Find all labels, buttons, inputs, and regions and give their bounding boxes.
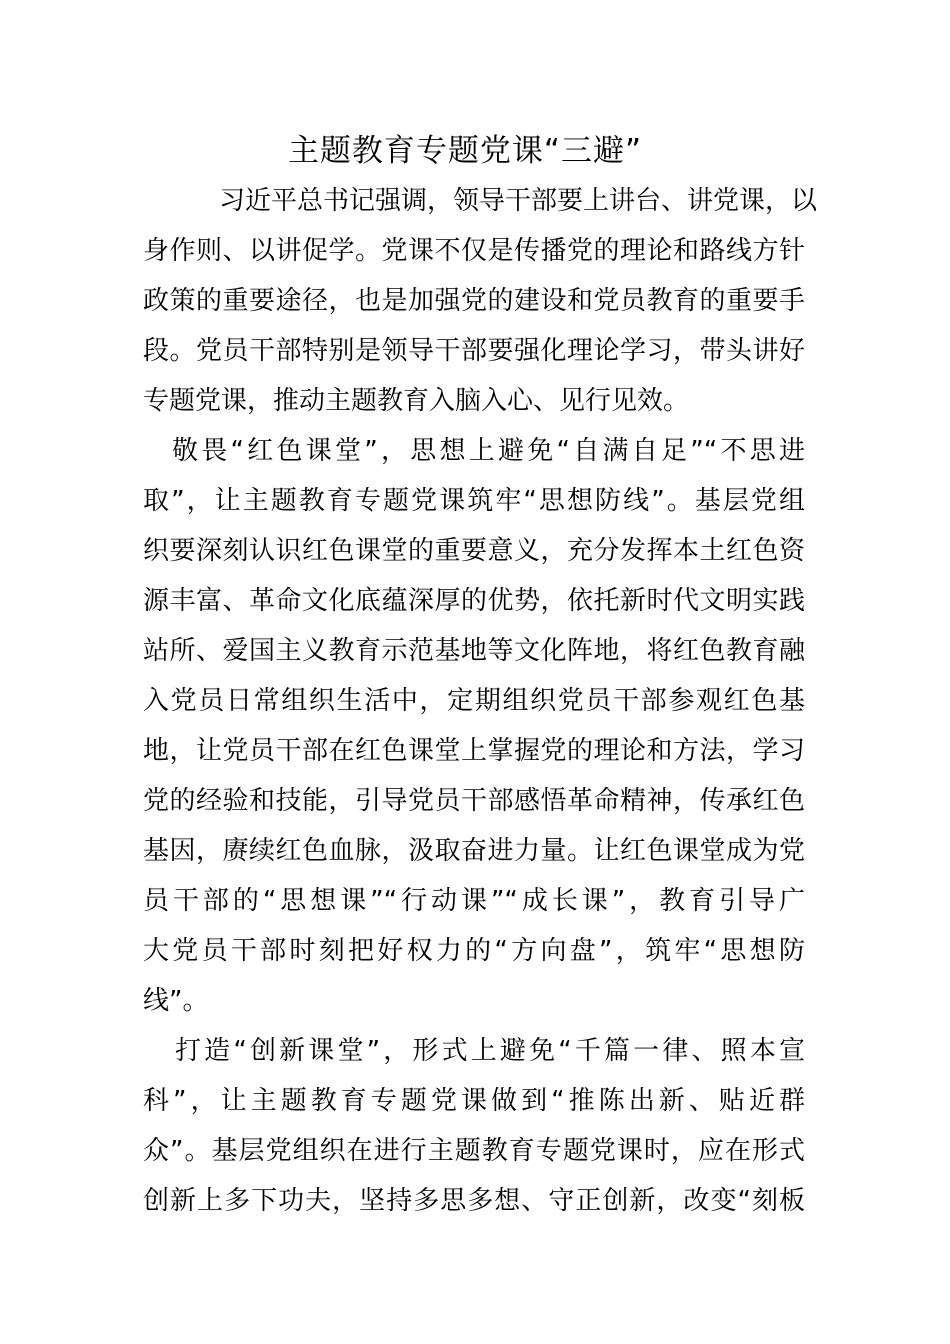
paragraph-line: 政策的重要途径，也是加强党的建设和党员教育的重要手: [143, 286, 805, 316]
paragraph-line: 入党员日常组织生活中，定期组织党员干部参观红色基: [143, 686, 805, 716]
paragraph-line: 地，让党员干部在红色课堂上掌握党的理论和方法，学习: [143, 736, 805, 766]
paragraph-line: 众”。基层党组织在进行主题教育专题党课时，应在形式: [143, 1136, 805, 1166]
paragraph-line: 员干部的“思想课”“行动课”“成长课”，教育引导广: [143, 886, 805, 916]
paragraph-line: 专题党课，推动主题教育入脑入心、见行见效。: [143, 386, 690, 416]
paragraph-line: 站所、爱国主义教育示范基地等文化阵地，将红色教育融: [143, 636, 805, 666]
paragraph-line: 敬畏“红色课堂”，思想上避免“自满自足”“不思进: [172, 436, 805, 466]
paragraph-line: 习近平总书记强调，领导干部要上讲台、讲党课，以: [219, 186, 818, 216]
paragraph-line: 创新上多下功夫，坚持多思多想、守正创新，改变“刻板: [143, 1186, 805, 1216]
paragraph-line: 基因，赓续红色血脉，汲取奋进力量。让红色课堂成为党: [143, 836, 805, 866]
paragraph-line: 科”，让主题教育专题党课做到“推陈出新、贴近群: [143, 1086, 805, 1116]
paragraph-line: 身作则、以讲促学。党课不仅是传播党的理论和路线方针: [143, 236, 805, 266]
paragraph-line: 线”。: [143, 986, 209, 1016]
paragraph-line: 段。党员干部特别是领导干部要强化理论学习，带头讲好: [143, 336, 805, 366]
paragraph-line: 源丰富、革命文化底蕴深厚的优势，依托新时代文明实践: [143, 586, 805, 616]
paragraph-line: 打造“创新课堂”，形式上避免“千篇一律、照本宣: [175, 1036, 805, 1066]
paragraph-line: 织要深刻认识红色课堂的重要意义，充分发挥本土红色资: [143, 536, 805, 566]
paragraph-line: 取”，让主题教育专题党课筑牢“思想防线”。基层党组: [143, 486, 805, 516]
paragraph-line: 党的经验和技能，引导党员干部感悟革命精神，传承红色: [143, 786, 805, 816]
document-title: 主题教育专题党课“三避”: [287, 133, 643, 169]
paragraph-line: 大党员干部时刻把好权力的“方向盘”，筑牢“思想防: [143, 936, 805, 966]
